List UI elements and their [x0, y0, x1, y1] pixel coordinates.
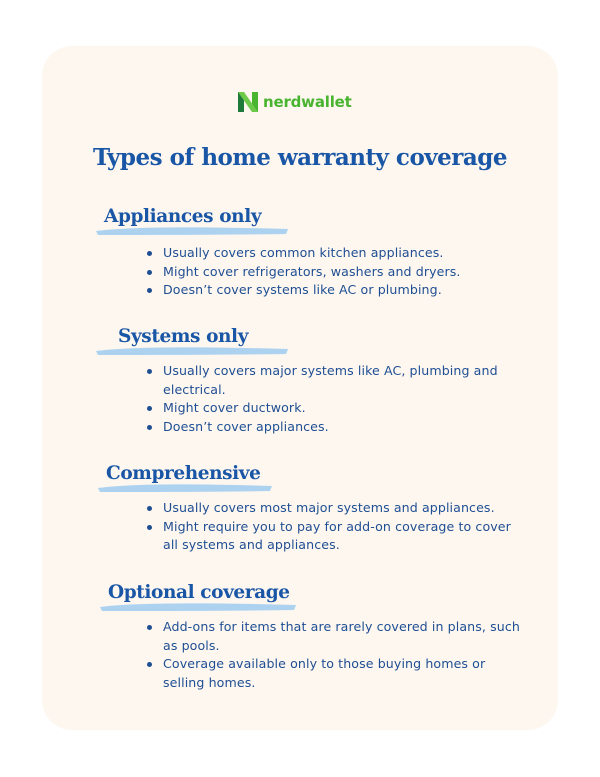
list-item: Doesn’t cover systems like AC or plumbing. — [145, 281, 525, 300]
list-item: Usually covers most major systems and appliances. — [145, 499, 525, 518]
list-item: Usually covers major systems like AC, plumbing and electrical. — [145, 362, 525, 399]
list-item: Usually covers common kitchen appliances. — [145, 244, 525, 263]
brand-logo — [238, 90, 352, 114]
bullet-list — [145, 618, 525, 692]
list-item: Might cover ductwork. — [145, 399, 525, 418]
list-item: Might cover refrigerators, washers and dryers. — [145, 263, 525, 282]
bullet-list — [145, 499, 525, 555]
list-item: Might require you to pay for add-on coverage to cover all systems and appliances. — [145, 518, 525, 555]
page-title: Types of home warranty coverage — [92, 144, 508, 171]
section-heading: Appliances only — [104, 206, 262, 227]
nerdwallet-n-icon — [238, 92, 258, 112]
section-heading: Systems only — [118, 326, 249, 347]
brand-name: nerdwallet — [263, 93, 352, 111]
list-item: Add-ons for items that are rarely covered in plans, such as pools. — [145, 618, 525, 655]
list-item: Doesn’t cover appliances. — [145, 418, 525, 437]
section-heading: Optional coverage — [108, 582, 290, 603]
bullet-list — [145, 244, 525, 300]
list-item: Coverage available only to those buying homes or selling homes. — [145, 655, 525, 692]
section-heading: Comprehensive — [106, 463, 261, 484]
bullet-list — [145, 362, 525, 436]
